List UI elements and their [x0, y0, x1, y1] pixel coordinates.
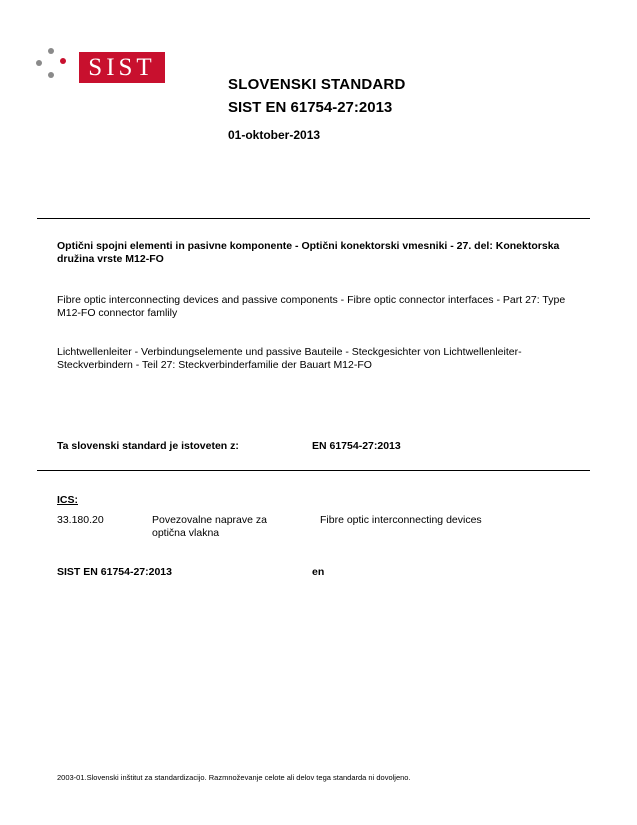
standard-heading: SLOVENSKI STANDARD: [228, 76, 406, 93]
divider-middle: [37, 470, 590, 471]
ics-description-english: Fibre optic interconnecting devices: [320, 514, 482, 526]
publication-date: 01-oktober-2013: [228, 128, 321, 142]
standard-number: SIST EN 61754-27:2013: [228, 99, 393, 116]
sist-logo: SIST: [79, 52, 165, 83]
identical-to-value: EN 61754-27:2013: [312, 440, 401, 452]
title-slovenian: Optični spojni elementi in pasivne komponente - Optični konektorski vmesniki - 27. del: Konektorska družina vrste M12-FO: [57, 240, 560, 265]
logo-dots-icon: [36, 48, 78, 82]
copyright-footer: 2003-01.Slovenski inštitut za standardizacijo. Razmnoževanje celote ali delov tega standarda ni dovoljeno.: [57, 773, 411, 782]
ics-description-slovenian: Povezovalne naprave za optična vlakna: [152, 514, 267, 539]
standard-code: SIST EN 61754-27:2013: [57, 566, 172, 578]
standard-language: en: [312, 566, 325, 578]
identical-to-label: Ta slovenski standard je istoveten z:: [57, 440, 239, 452]
ics-label: ICS:: [57, 494, 78, 506]
title-german: Lichtwellenleiter - Verbindungselemente und passive Bauteile - Steckgesichter von Lichtwellenleiter-Steckverbindern - Teil 27: Steckverbinderfamilie der Bauart M12-FO: [57, 346, 522, 371]
ics-code: 33.180.20: [57, 514, 104, 526]
divider-top: [37, 218, 590, 219]
title-english: Fibre optic interconnecting devices and passive components - Fibre optic connector interfaces - Part 27: Type M12-FO connector famlily: [57, 294, 566, 319]
